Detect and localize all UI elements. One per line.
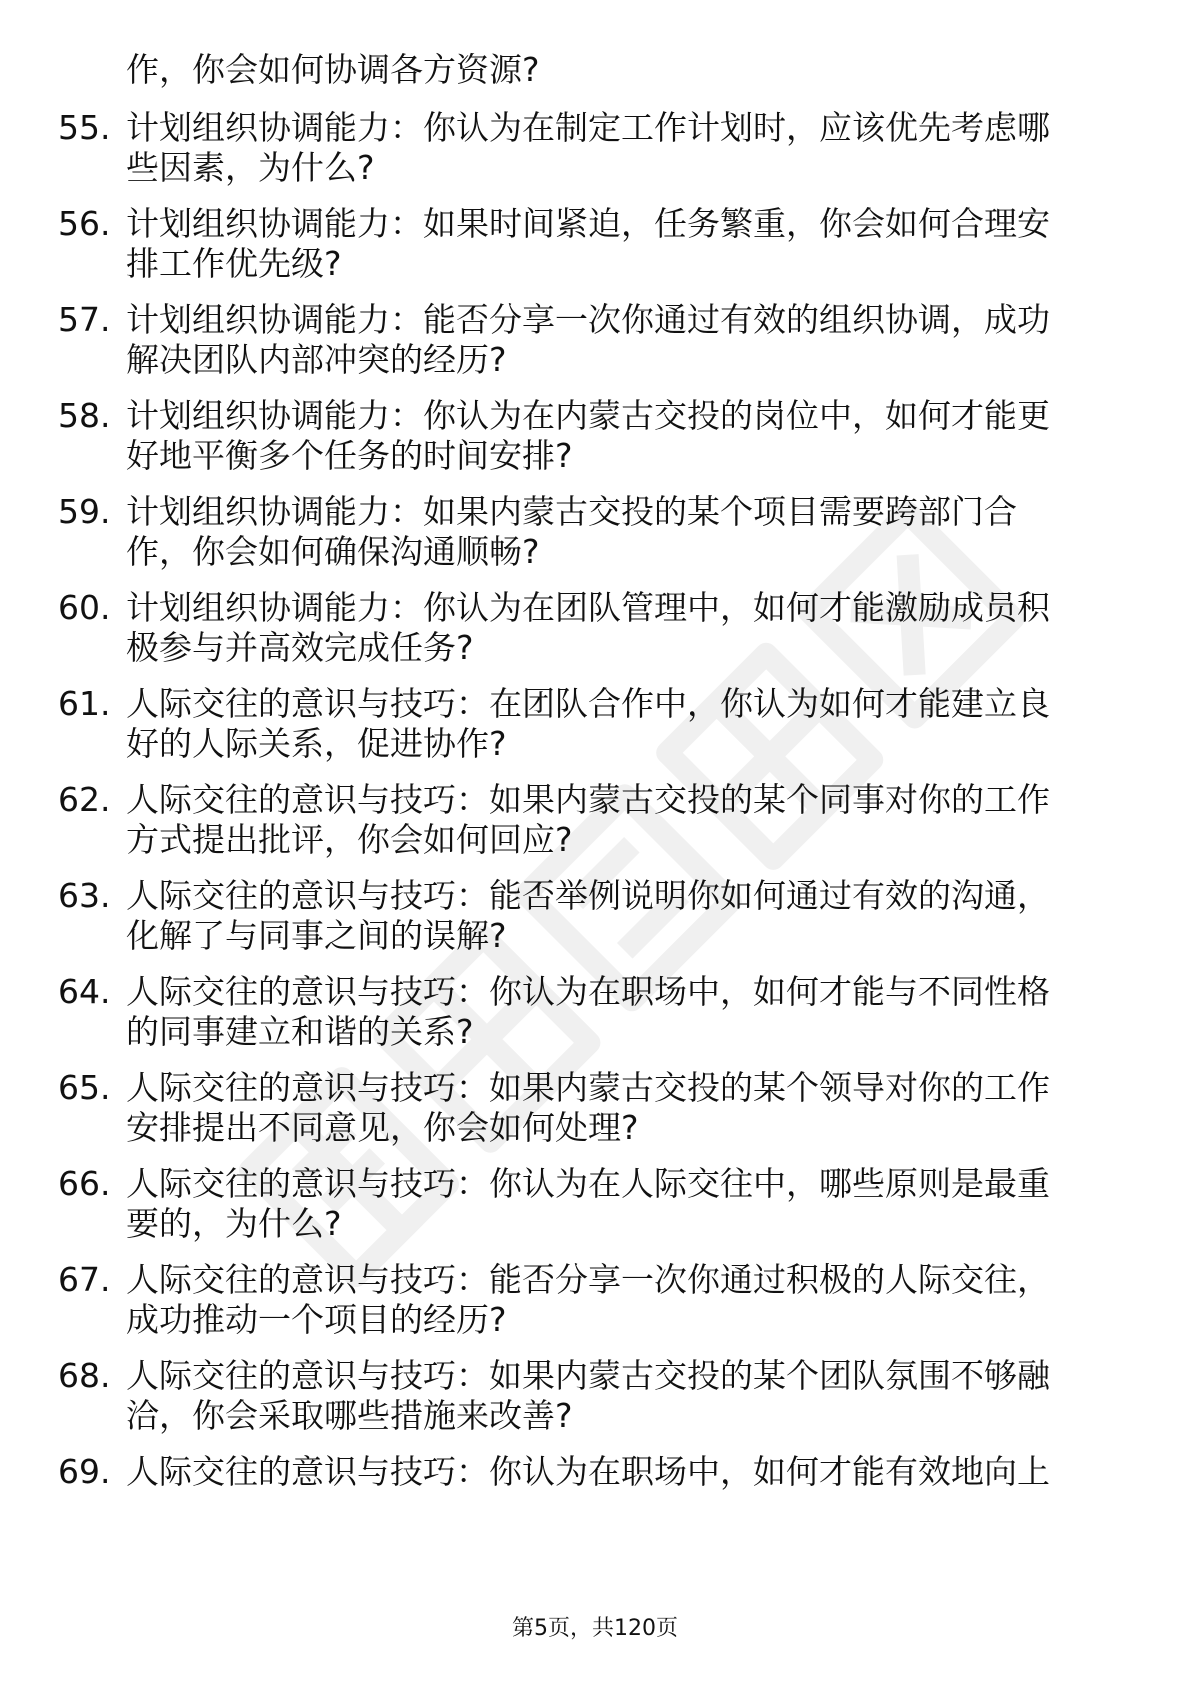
question-text: 计划组织协调能力：如果内蒙古交投的某个项目需要跨部门合: [126, 492, 1017, 531]
question-line: [0, 48, 1190, 92]
question-text: 洽，你会采取哪些措施来改善?: [126, 1396, 573, 1435]
question-text: 成功推动一个项目的经历?: [126, 1300, 507, 1339]
question-number: 63.: [58, 876, 111, 915]
question-number: 65.: [58, 1068, 111, 1107]
question-text: 计划组织协调能力：你认为在内蒙古交投的岗位中，如何才能更: [126, 396, 1050, 435]
question-text: 的同事建立和谐的关系?: [126, 1012, 474, 1051]
question-line: [0, 1298, 1190, 1342]
question-text: 人际交往的意识与技巧：能否举例说明你如何通过有效的沟通，: [126, 876, 1050, 915]
question-line: [0, 1202, 1190, 1246]
question-line: [0, 490, 1190, 534]
question-number: 56.: [58, 204, 111, 243]
question-number: 69.: [58, 1452, 111, 1491]
question-line: [0, 1258, 1190, 1302]
question-text: 排工作优先级?: [126, 244, 342, 283]
question-text: 计划组织协调能力：能否分享一次你通过有效的组织协调，成功: [126, 300, 1050, 339]
question-line: [0, 394, 1190, 438]
question-text: 些因素，为什么?: [126, 148, 375, 187]
question-number: 62.: [58, 780, 111, 819]
question-text: 人际交往的意识与技巧：在团队合作中，你认为如何才能建立良: [126, 684, 1050, 723]
question-line: [0, 434, 1190, 478]
question-text: 作，你会如何确保沟通顺畅?: [126, 532, 540, 571]
question-number: 58.: [58, 396, 111, 435]
question-text: 要的，为什么?: [126, 1204, 342, 1243]
question-text: 计划组织协调能力：你认为在团队管理中，如何才能激励成员积: [126, 588, 1050, 627]
question-line: [0, 338, 1190, 382]
question-line: [0, 778, 1190, 822]
question-text: 人际交往的意识与技巧：你认为在职场中，如何才能与不同性格: [126, 972, 1050, 1011]
question-number: 57.: [58, 300, 111, 339]
question-text: 极参与并高效完成任务?: [126, 628, 474, 667]
question-line: [0, 298, 1190, 342]
question-line: [0, 682, 1190, 726]
question-text: 人际交往的意识与技巧：如果内蒙古交投的某个领导对你的工作: [126, 1068, 1050, 1107]
question-text: 解决团队内部冲突的经历?: [126, 340, 507, 379]
question-line: [0, 1066, 1190, 1110]
question-text: 方式提出批评，你会如何回应?: [126, 820, 573, 859]
question-text: 人际交往的意识与技巧：能否分享一次你通过积极的人际交往，: [126, 1260, 1050, 1299]
question-number: 59.: [58, 492, 111, 531]
question-line: [0, 874, 1190, 918]
question-line: [0, 106, 1190, 150]
question-number: 67.: [58, 1260, 111, 1299]
question-number: 60.: [58, 588, 111, 627]
question-text: 作，你会如何协调各方资源?: [126, 50, 540, 89]
question-text: 人际交往的意识与技巧：你认为在职场中，如何才能有效地向上: [126, 1452, 1050, 1491]
question-text: 安排提出不同意见，你会如何处理?: [126, 1108, 639, 1147]
question-line: [0, 586, 1190, 630]
question-line: [0, 914, 1190, 958]
question-text: 人际交往的意识与技巧：如果内蒙古交投的某个同事对你的工作: [126, 780, 1050, 819]
question-line: [0, 1162, 1190, 1206]
question-line: [0, 146, 1190, 190]
page-footer: 第5页，共120页: [512, 1616, 678, 1641]
question-line: [0, 1354, 1190, 1398]
question-line: [0, 818, 1190, 862]
question-line: [0, 722, 1190, 766]
question-number: 66.: [58, 1164, 111, 1203]
question-line: [0, 970, 1190, 1014]
question-line: [0, 530, 1190, 574]
question-line: [0, 1394, 1190, 1438]
question-text: 人际交往的意识与技巧：如果内蒙古交投的某个团队氛围不够融: [126, 1356, 1050, 1395]
question-text: 好的人际关系，促进协作?: [126, 724, 507, 763]
question-number: 64.: [58, 972, 111, 1011]
question-line: [0, 1010, 1190, 1054]
question-text: 化解了与同事之间的误解?: [126, 916, 507, 955]
question-line: [0, 202, 1190, 246]
question-number: 68.: [58, 1356, 111, 1395]
question-line: [0, 242, 1190, 286]
question-line: [0, 626, 1190, 670]
question-text: 人际交往的意识与技巧：你认为在人际交往中，哪些原则是最重: [126, 1164, 1050, 1203]
question-line: [0, 1450, 1190, 1494]
question-text: 计划组织协调能力：如果时间紧迫，任务繁重，你会如何合理安: [126, 204, 1050, 243]
question-text: 好地平衡多个任务的时间安排?: [126, 436, 573, 475]
question-line: [0, 1106, 1190, 1150]
question-text: 计划组织协调能力：你认为在制定工作计划时，应该优先考虑哪: [126, 108, 1050, 147]
question-number: 61.: [58, 684, 111, 723]
question-number: 55.: [58, 108, 111, 147]
